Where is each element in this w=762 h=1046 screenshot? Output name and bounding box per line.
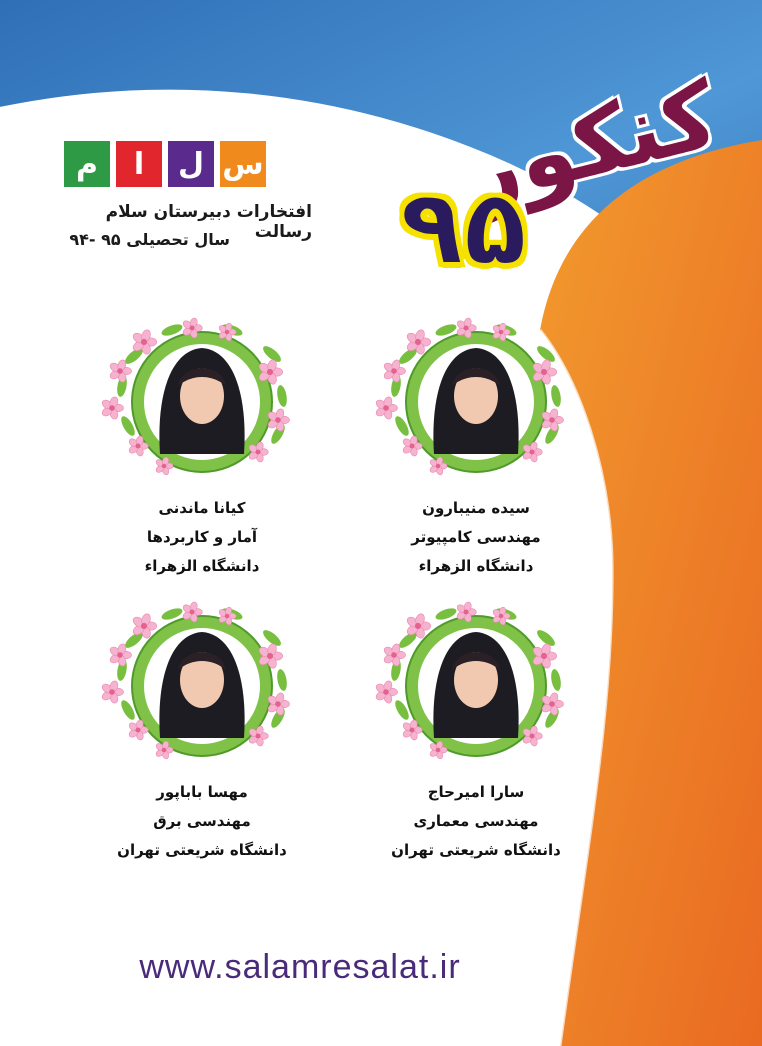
student-major: مهندسی کامپیوتر <box>411 528 541 546</box>
headline-number: ۹۵ <box>400 166 527 288</box>
student-caption <box>356 494 596 581</box>
student-card <box>356 600 596 862</box>
flower-wreath-portrait <box>356 316 596 496</box>
student-caption <box>82 778 322 865</box>
student-major: مهندسی معماری <box>413 812 539 830</box>
student-caption <box>82 494 322 581</box>
student-card <box>82 600 322 862</box>
student-card <box>356 316 596 578</box>
leaf-icon <box>550 384 563 407</box>
flower-wreath-portrait <box>356 600 596 780</box>
logo-letter-lam: ل <box>168 141 214 187</box>
leaf-icon <box>276 384 289 407</box>
student-name: سارا امیرحاج <box>427 783 525 801</box>
student-caption <box>356 778 596 865</box>
student-name: کیانا ماندنی <box>158 499 246 517</box>
school-title: افتخارات دبیرستان سلام رسالت <box>105 202 312 242</box>
logo-letter-sin: س <box>220 141 266 187</box>
headline-word: کنکور <box>453 60 728 227</box>
flower-icon <box>100 680 123 704</box>
headline <box>388 60 748 288</box>
student-name: مهسا باباپور <box>156 783 248 801</box>
student-university: دانشگاه الزهراء <box>418 557 534 575</box>
flower-icon <box>374 680 397 704</box>
school-year: سال تحصیلی ۹۵ -۹۴ <box>69 230 230 249</box>
flower-wreath-portrait <box>82 600 322 780</box>
student-university: دانشگاه شریعتی تهران <box>391 841 561 859</box>
flower-icon <box>374 396 397 420</box>
flower-icon <box>100 396 123 420</box>
website-url[interactable]: www.salamresalat.ir <box>139 948 461 986</box>
student-name: سیده منیبارون <box>422 499 530 517</box>
flower-wreath-portrait <box>82 316 322 496</box>
leaf-icon <box>276 668 289 691</box>
logo-letter-mim: م <box>64 141 110 187</box>
student-university: دانشگاه شریعتی تهران <box>117 841 287 859</box>
school-logo <box>64 141 272 187</box>
student-card <box>82 316 322 578</box>
student-major: آمار و کاربردها <box>146 528 258 546</box>
logo-letter-alef: ا <box>116 141 162 187</box>
student-major: مهندسی برق <box>153 812 251 830</box>
leaf-icon <box>550 668 563 691</box>
student-university: دانشگاه الزهراء <box>144 557 260 575</box>
